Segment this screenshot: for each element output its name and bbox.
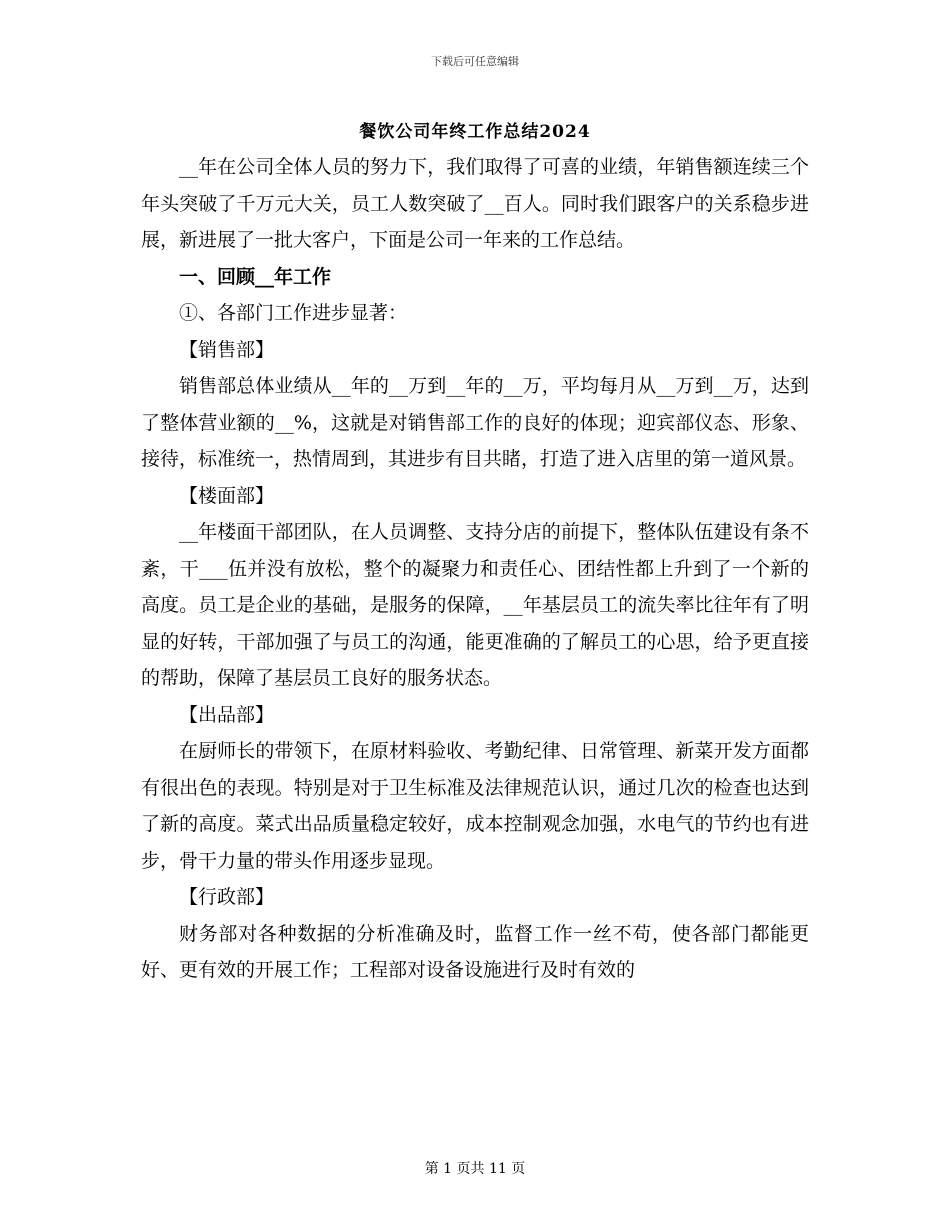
document-title: 餐饮公司年终工作总结2024 <box>359 122 591 142</box>
section-heading: 一、回顾__年工作 <box>179 265 332 288</box>
page-header-note: 下载后可任意编辑 <box>431 55 519 68</box>
department-heading-sales: 【销售部】 <box>179 338 275 361</box>
department-heading-floor: 【楼面部】 <box>179 484 275 507</box>
department-heading-kitchen: 【出品部】 <box>179 703 275 726</box>
floor-paragraph: __年楼面干部团队，在人员调整、支持分店的前提下，整体队伍建设有条不紊，干___伍并没有放松，整个的凝聚力和责任心、团结性都上升到了一个新的高度。员工是企业的基础，是服务的保障，__年基层员工的流失率比往年有了明显的好转，干部加强了与员工的沟通，能更准确的了解员工的心思，给予更直接的帮助，保障了基层员工良好的服务状态。 <box>141 521 809 689</box>
document-body <box>141 149 809 989</box>
intro-paragraph: __年在公司全体人员的努力下，我们取得了可喜的业绩，年销售额连续三个年头突破了千万元大关，员工人数突破了__百人。同时我们跟客户的关系稳步进展，新进展了一批大客户，下面是公司一年来的工作总结。 <box>141 156 809 251</box>
sales-paragraph: 销售部总体业绩从__年的__万到__年的__万，平均每月从__万到__万，达到了整体营业额的__%，这就是对销售部工作的良好的体现；迎宾部仪态、形象、接待，标准统一，热情周到，其进步有目共睹，打造了进入店里的第一道风景。 <box>141 375 809 470</box>
department-heading-admin: 【行政部】 <box>179 886 275 908</box>
subsection-heading: ①、各部门工作进步显著： <box>179 302 408 324</box>
page-number: 第 1 页共 11 页 <box>424 1161 526 1177</box>
kitchen-paragraph: 在厨师长的带领下，在原材料验收、考勤纪律、日常管理、新菜开发方面都有很出色的表现。特别是对于卫生标准及法律规范认识，通过几次的检查也达到了新的高度。菜式出品质量稳定较好，成本控制观念加强，水电气的节约也有进步，骨干力量的带头作用逐步显现。 <box>141 740 809 872</box>
admin-paragraph: 财务部对各种数据的分析准确及时，监督工作一丝不苟，使各部门都能更好、更有效的开展工作；工程部对设备设施进行及时有效的 <box>141 922 809 981</box>
